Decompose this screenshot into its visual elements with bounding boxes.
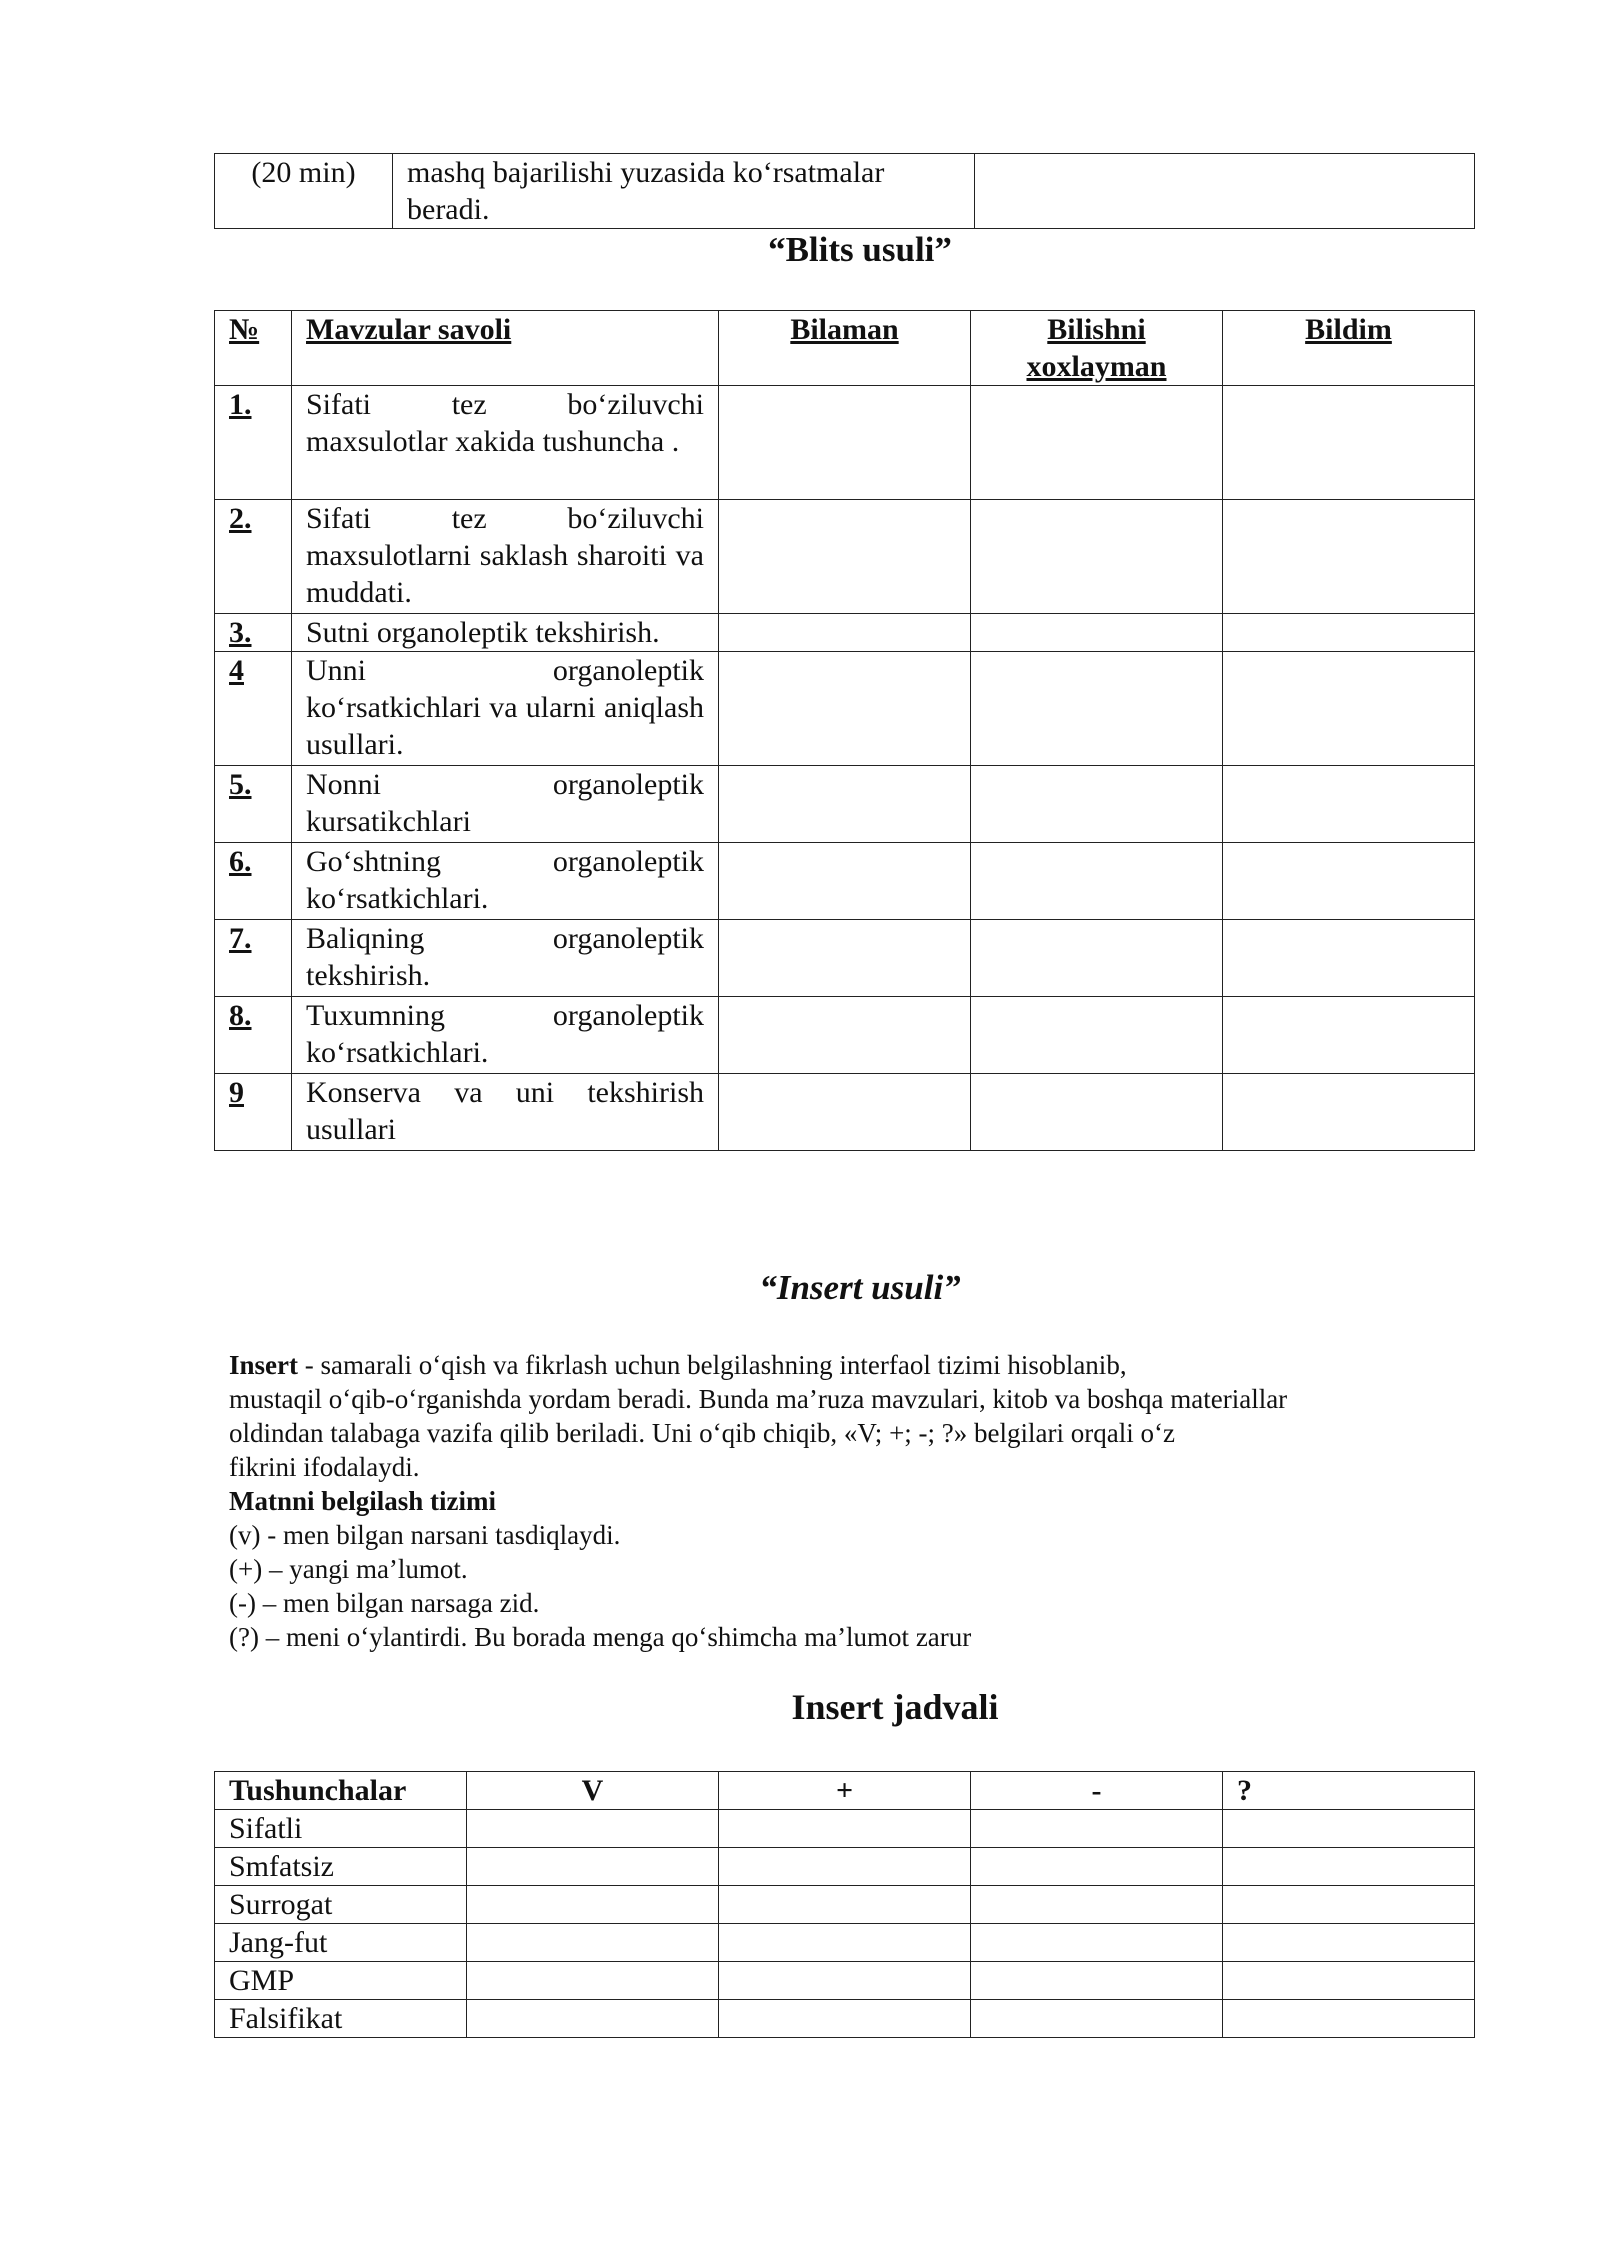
row-number: 2. xyxy=(215,500,292,614)
insert-description xyxy=(229,1348,1449,1654)
mark-cell xyxy=(971,1886,1223,1924)
top-table xyxy=(214,153,1475,229)
row-number: 8. xyxy=(215,997,292,1074)
mark-cell xyxy=(719,1886,971,1924)
blits-body xyxy=(215,386,1475,1151)
learned-cell xyxy=(1223,652,1475,766)
insert-table xyxy=(214,1771,1475,2038)
know-cell xyxy=(719,920,971,997)
mark-cell xyxy=(971,1962,1223,2000)
insert-table-title: Insert jadvali xyxy=(791,1687,999,1727)
mark-cell xyxy=(467,1924,719,1962)
row-number: 1. xyxy=(215,386,292,500)
mark-cell xyxy=(719,1924,971,1962)
want-cell xyxy=(971,614,1223,652)
mark-cell xyxy=(1223,1962,1475,2000)
mark-cell xyxy=(467,1962,719,2000)
table-row xyxy=(215,920,1475,997)
row-topic: Tuxumning organoleptik ko‘rsatkichlari. xyxy=(292,997,719,1074)
table-row xyxy=(215,154,1475,229)
know-cell xyxy=(719,1074,971,1151)
know-cell xyxy=(719,652,971,766)
time-cell: (20 min) xyxy=(215,154,393,229)
mark-cell xyxy=(1223,1924,1475,1962)
mark-cell xyxy=(1223,1886,1475,1924)
header-concepts: Tushunchalar xyxy=(215,1772,467,1810)
table-row xyxy=(215,997,1475,1074)
blits-title: “Blits usuli” xyxy=(768,230,952,269)
header-v: V xyxy=(467,1772,719,1810)
table-row xyxy=(215,652,1475,766)
mark-cell xyxy=(971,1848,1223,1886)
insert-lead-text: - samarali o‘qish va fikrlash uchun belgilashning interfaol tizimi hisoblanib, xyxy=(298,1350,1127,1380)
learned-cell xyxy=(1223,997,1475,1074)
row-topic: Sifati tez bo‘ziluvchi maxsulotlarni saklash sharoiti va muddati. xyxy=(292,500,719,614)
row-number: 6. xyxy=(215,843,292,920)
mark-cell xyxy=(719,1962,971,2000)
row-number: 4 xyxy=(215,652,292,766)
blits-header-row xyxy=(215,311,1475,386)
row-topic: Unni organoleptik ko‘rsatkichlari va ularni aniqlash usullari. xyxy=(292,652,719,766)
know-cell xyxy=(719,843,971,920)
insert-line: oldindan talabaga vazifa qilib beriladi. Uni o‘qib chiqib, «V; +; -; ?» belgilari orqali o‘z xyxy=(229,1418,1175,1448)
mark-item: (-) – men bilgan narsaga zid. xyxy=(229,1588,540,1618)
header-learned: Bildim xyxy=(1223,311,1475,386)
know-cell xyxy=(719,500,971,614)
table-row xyxy=(215,1886,1475,1924)
know-cell xyxy=(719,614,971,652)
table-row xyxy=(215,500,1475,614)
row-number: 3. xyxy=(215,614,292,652)
table-row xyxy=(215,1924,1475,1962)
mark-cell xyxy=(971,1924,1223,1962)
mark-cell xyxy=(467,1886,719,1924)
mark-cell xyxy=(719,1810,971,1848)
concept-cell: Jang-fut xyxy=(215,1924,467,1962)
want-cell xyxy=(971,843,1223,920)
instruction-cell: mashq bajarilishi yuzasida ko‘rsatmalar beradi. xyxy=(393,154,975,229)
mark-cell xyxy=(719,1848,971,1886)
learned-cell xyxy=(1223,614,1475,652)
row-topic: Konserva va uni tekshirish usullari xyxy=(292,1074,719,1151)
header-plus: + xyxy=(719,1772,971,1810)
row-topic: Baliqning organoleptik tekshirish. xyxy=(292,920,719,997)
want-cell xyxy=(971,652,1223,766)
table-row xyxy=(215,2000,1475,2038)
row-number: 9 xyxy=(215,1074,292,1151)
know-cell xyxy=(719,997,971,1074)
concept-cell: GMP xyxy=(215,1962,467,2000)
concept-cell: Falsifikat xyxy=(215,2000,467,2038)
table-row xyxy=(215,1962,1475,2000)
mark-cell xyxy=(467,2000,719,2038)
mark-item: (+) – yangi ma’lumot. xyxy=(229,1554,468,1584)
insert-lead xyxy=(229,1348,1449,1382)
want-cell xyxy=(971,920,1223,997)
know-cell xyxy=(719,386,971,500)
row-topic: Nonni organoleptik kursatikchlari xyxy=(292,766,719,843)
header-question: ? xyxy=(1223,1772,1475,1810)
mark-item: (v) - men bilgan narsani tasdiqlaydi. xyxy=(229,1520,621,1550)
mark-cell xyxy=(1223,1810,1475,1848)
row-number: 7. xyxy=(215,920,292,997)
header-num: № xyxy=(215,311,292,386)
insert-body xyxy=(215,1810,1475,2038)
concept-cell: Surrogat xyxy=(215,1886,467,1924)
know-cell xyxy=(719,766,971,843)
blits-table xyxy=(214,310,1475,1151)
learned-cell xyxy=(1223,1074,1475,1151)
mark-cell xyxy=(467,1848,719,1886)
mark-cell xyxy=(1223,1848,1475,1886)
header-minus: - xyxy=(971,1772,1223,1810)
insert-lead-bold: Insert xyxy=(229,1350,298,1380)
want-cell xyxy=(971,1074,1223,1151)
learned-cell xyxy=(1223,386,1475,500)
want-cell xyxy=(971,386,1223,500)
want-cell xyxy=(971,500,1223,614)
learned-cell xyxy=(1223,766,1475,843)
insert-title: “Insert usuli” xyxy=(759,1268,961,1307)
mark-cell xyxy=(971,1810,1223,1848)
mark-cell xyxy=(467,1810,719,1848)
row-number: 5. xyxy=(215,766,292,843)
empty-cell xyxy=(975,154,1475,229)
header-topic: Mavzular savoli xyxy=(292,311,719,386)
table-row xyxy=(215,1848,1475,1886)
table-row xyxy=(215,1074,1475,1151)
table-row xyxy=(215,1810,1475,1848)
table-row xyxy=(215,766,1475,843)
mark-cell xyxy=(1223,2000,1475,2038)
learned-cell xyxy=(1223,843,1475,920)
concept-cell: Sifatli xyxy=(215,1810,467,1848)
header-want: Bilishni xoxlayman xyxy=(971,311,1223,386)
insert-line: mustaqil o‘qib-o‘rganishda yordam beradi. Bunda ma’ruza mavzulari, kitob va boshqa materiallar xyxy=(229,1384,1288,1414)
mark-cell xyxy=(719,2000,971,2038)
table-row xyxy=(215,614,1475,652)
learned-cell xyxy=(1223,500,1475,614)
row-topic: Sutni organoleptik tekshirish. xyxy=(292,614,719,652)
table-row xyxy=(215,386,1475,500)
mark-cell xyxy=(971,2000,1223,2038)
insert-line: fikrini ifodalaydi. xyxy=(229,1452,420,1482)
want-cell xyxy=(971,766,1223,843)
system-title: Matnni belgilash tizimi xyxy=(229,1486,497,1516)
insert-header-row xyxy=(215,1772,1475,1810)
want-cell xyxy=(971,997,1223,1074)
table-row xyxy=(215,843,1475,920)
concept-cell: Smfatsiz xyxy=(215,1848,467,1886)
row-topic: Go‘shtning organoleptik ko‘rsatkichlari. xyxy=(292,843,719,920)
row-topic: Sifati tez bo‘ziluvchi maxsulotlar xakida tushuncha . xyxy=(292,386,719,500)
learned-cell xyxy=(1223,920,1475,997)
mark-item: (?) – meni o‘ylantirdi. Bu borada menga qo‘shimcha ma’lumot zarur xyxy=(229,1622,972,1652)
header-know: Bilaman xyxy=(719,311,971,386)
